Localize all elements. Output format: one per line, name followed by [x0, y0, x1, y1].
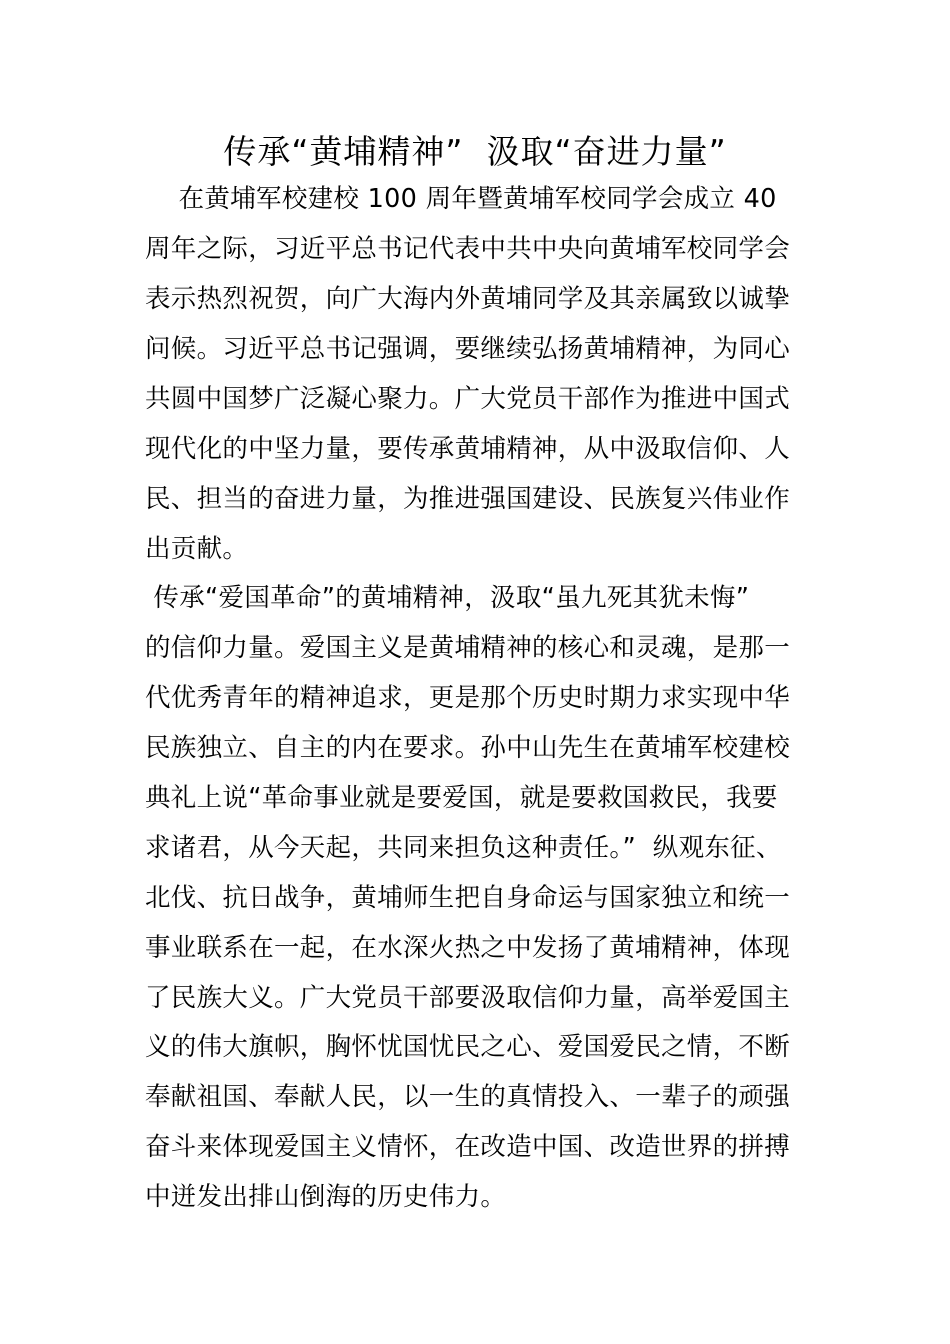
document-title: 传承“黄埔精神” 汲取“奋进力量”	[223, 132, 727, 171]
body-line: 民、担当的奋进力量，为推进强国建设、民族复兴伟业作	[145, 484, 791, 514]
body-line: 奉献祖国、奉献人民，以一生的真情投入、一辈子的顽强	[145, 1082, 791, 1112]
body-line: 中迸发出排山倒海的历史伟力。	[145, 1182, 507, 1212]
body-line: 典礼上说“革命事业就是要爱国，就是要救国救民，我要	[145, 783, 778, 813]
body-line: 民族独立、自主的内在要求。孙中山先生在黄埔军校建校	[145, 733, 791, 763]
body-line: 现代化的中坚力量，要传承黄埔精神，从中汲取信仰、人	[145, 434, 791, 464]
body-line: 共圆中国梦广泛凝心聚力。广大党员干部作为推进中国式	[145, 384, 791, 414]
body-line: 义的伟大旗帜，胸怀忧国忧民之心、爱国爱民之情，不断	[145, 1032, 791, 1062]
body-line: 北伐、抗日战争，黄埔师生把自身命运与国家独立和统一	[145, 883, 791, 913]
body-line: 在黄埔军校建校 100 周年暨黄埔军校同学会成立 40	[145, 184, 777, 214]
body-line: 奋斗来体现爱国主义情怀，在改造中国、改造世界的拼搏	[145, 1132, 791, 1162]
body-line: 问候。习近平总书记强调，要继续弘扬黄埔精神，为同心	[145, 334, 791, 364]
body-line: 的信仰力量。爱国主义是黄埔精神的核心和灵魂，是那一	[145, 633, 791, 663]
body-line: 表示热烈祝贺，向广大海内外黄埔同学及其亲属致以诚挚	[145, 284, 791, 314]
body-line: 代优秀青年的精神追求，更是那个历史时期力求实现中华	[145, 683, 791, 713]
body-line: 求诸君，从今天起，共同来担负这种责任。” 纵观东征、	[145, 833, 782, 863]
body-line: 了民族大义。广大党员干部要汲取信仰力量，高举爱国主	[145, 983, 791, 1013]
body-line: 周年之际，习近平总书记代表中共中央向黄埔军校同学会	[145, 234, 791, 264]
body-line: 传承“爱国革命”的黄埔精神，汲取“虽九死其犹未悔”	[145, 583, 750, 613]
body-line: 事业联系在一起，在水深火热之中发扬了黄埔精神，体现	[145, 933, 791, 963]
body-line: 出贡献。	[145, 534, 249, 564]
